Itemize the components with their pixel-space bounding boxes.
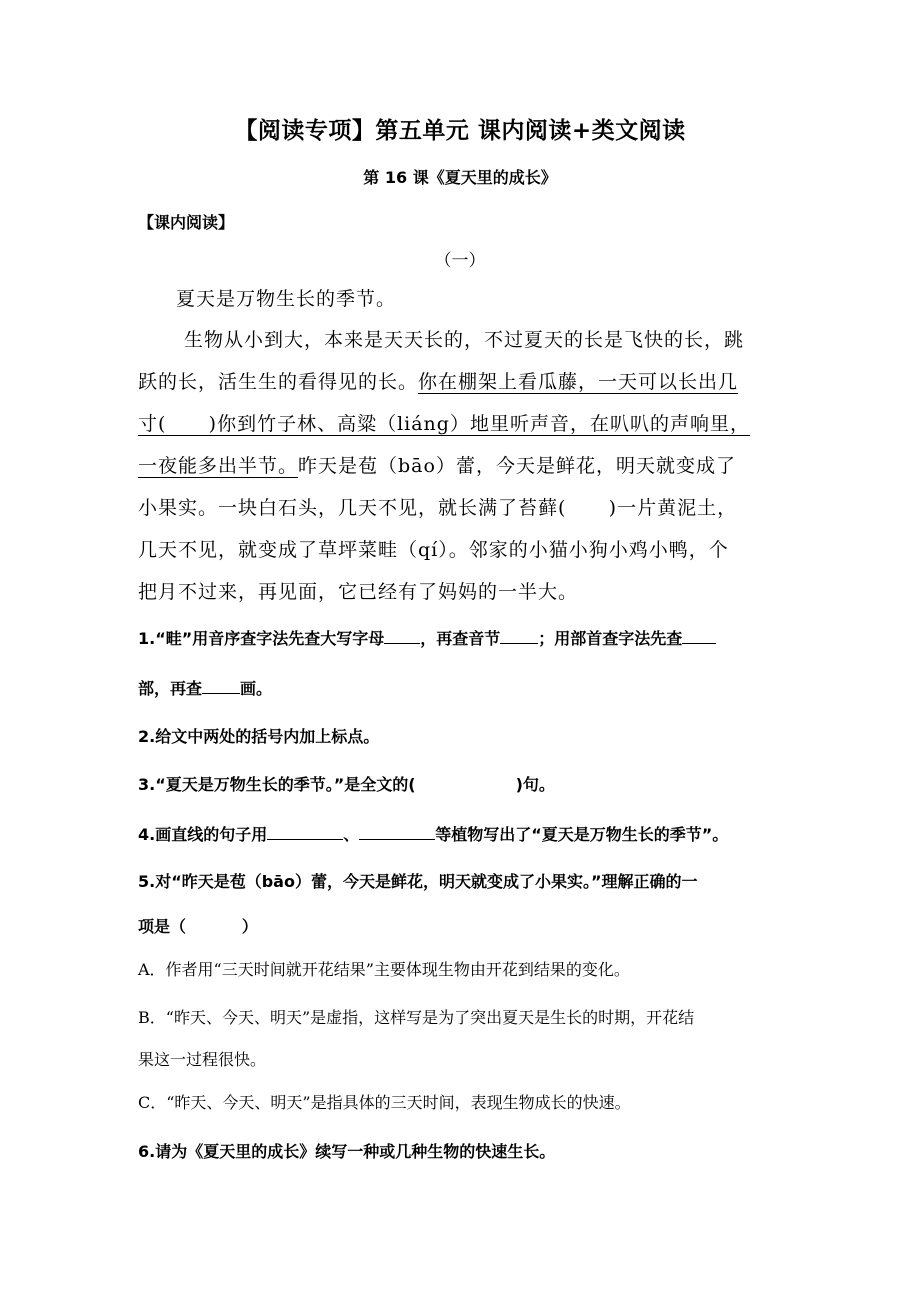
question-1-text-d: 部，再查 <box>138 679 203 698</box>
option-c[interactable]: C．“昨天、今天、明天”是指具体的三天时间，表现生物成长的快速。 <box>138 1093 631 1112</box>
option-b[interactable]: B．“昨天、今天、明天”是虚指，这样写是为了突出夏天是生长的时期，开花结 <box>138 1008 695 1027</box>
passage-line-7: 几天不见，就变成了草坪菜畦（qí）。邻家的小猫小狗小鸡小鸭，个 <box>138 539 729 561</box>
question-6: 6.请为《夏天里的成长》续写一种或几种生物的快速生长。 <box>138 1142 556 1161</box>
passage-line-5-plain: 昨天是苞（bāo）蕾，今天是鲜花，明天就变成了 <box>298 455 736 477</box>
answer-blank-radical[interactable] <box>682 627 716 644</box>
question-1-text-e: 画。 <box>240 679 273 698</box>
question-4 <box>138 822 798 845</box>
passage-line-6: 小果实。一块白石头，几天不见，就长满了苔藓( )一片黄泥土， <box>138 497 738 519</box>
passage-line-8: 把月不过来，再见面，它已经有了妈妈的一半大。 <box>138 581 579 603</box>
part-number: （一） <box>434 251 486 271</box>
answer-blank-plant-1[interactable] <box>267 823 343 840</box>
passage-line-4 <box>138 409 818 436</box>
question-3-text-a: 3.“夏天是万物生长的季节。”是全文的( <box>138 775 416 794</box>
question-1-text-b: ，再查音节 <box>420 629 501 648</box>
lesson-title: 第 16 课《夏天里的成长》 <box>363 168 557 187</box>
passage-line-5 <box>138 451 818 478</box>
passage-line-3 <box>138 367 818 394</box>
question-4-separator: 、 <box>343 825 360 844</box>
option-b-line-2: 果这一过程很快。 <box>138 1050 267 1069</box>
passage-line-2: 生物从小到大，本来是天天长的，不过夏天的长是飞快的长，跳 <box>184 329 745 351</box>
question-1-line-2 <box>138 676 798 699</box>
question-5: 5.对“昨天是苞（bāo）蕾，今天是鲜花，明天就变成了小果实。”理解正确的一 <box>138 872 698 891</box>
answer-blank-letter[interactable] <box>384 627 420 644</box>
question-4-text-b: 等植物写出了“夏天是万物生长的季节”。 <box>435 825 729 844</box>
section-heading: 【课内阅读】 <box>138 213 235 232</box>
question-1-text-c: ；用部首查字法先查 <box>538 629 683 648</box>
passage-line-3-plain: 跃的长，活生生的看得见的长。 <box>138 371 419 393</box>
question-2: 2.给文中两处的括号内加上标点。 <box>138 727 380 746</box>
option-a[interactable]: A．作者用“三天时间就开花结果”主要体现生物由开花到结果的变化。 <box>138 960 630 979</box>
underlined-sentence-part-1: 你在棚架上看瓜藤，一天可以长出几 <box>418 371 739 393</box>
answer-blank-plant-2[interactable] <box>359 823 435 840</box>
question-3-text-b: )句。 <box>515 775 555 794</box>
question-5-line-2: 项是（ ） <box>138 917 258 936</box>
question-1 <box>138 626 798 649</box>
worksheet-title: 【阅读专项】第五单元 课内阅读+类文阅读 <box>234 118 686 144</box>
passage-line-1: 夏天是万物生长的季节。 <box>176 288 397 310</box>
question-4-text-a: 4.画直线的句子用 <box>138 825 268 844</box>
underlined-sentence-part-3: 一夜能多出半节。 <box>138 455 299 477</box>
question-3 <box>138 772 798 795</box>
underlined-sentence-part-2: 寸( )你到竹子林、高粱（liáng）地里听声音，在叭叭的声响里， <box>138 413 750 435</box>
answer-blank-strokes[interactable] <box>202 677 240 694</box>
question-1-text-a: 1.“畦”用音序查字法先查大写字母 <box>138 629 385 648</box>
answer-blank-syllable[interactable] <box>500 627 538 644</box>
